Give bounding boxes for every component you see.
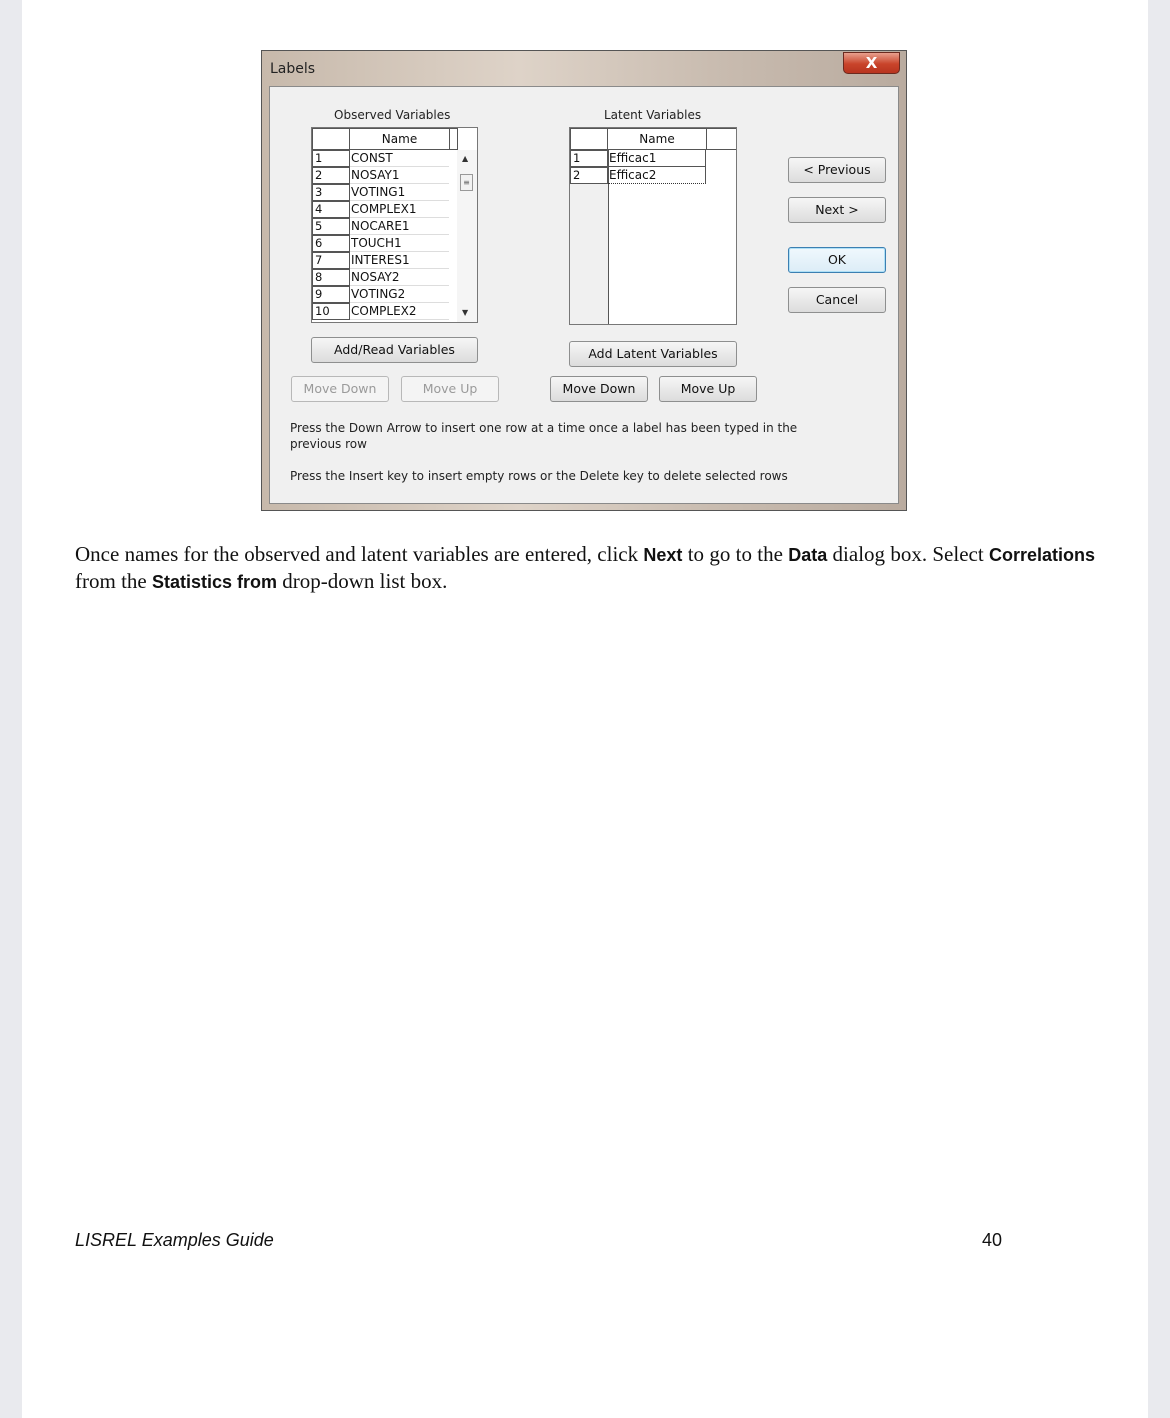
previous-button[interactable]: < Previous bbox=[788, 157, 886, 183]
footer-title: LISREL Examples Guide bbox=[75, 1230, 274, 1250]
variable-name-cell[interactable]: INTERES1 bbox=[350, 252, 449, 269]
name-column-header[interactable]: Name bbox=[607, 128, 707, 150]
row-number[interactable]: 4 bbox=[312, 201, 350, 218]
add-latent-variables-button[interactable]: Add Latent Variables bbox=[569, 341, 737, 367]
scroll-thumb[interactable]: ≡ bbox=[460, 174, 473, 191]
close-icon: X bbox=[865, 54, 878, 72]
variable-name-cell[interactable]: COMPLEX1 bbox=[350, 201, 449, 218]
variable-name-cell[interactable]: COMPLEX2 bbox=[350, 303, 449, 320]
latent-variables-grid[interactable] bbox=[569, 127, 737, 325]
page-number: 40 bbox=[982, 1230, 1003, 1250]
row-number[interactable]: 5 bbox=[312, 218, 350, 235]
scroll-up-icon[interactable]: ▲ bbox=[462, 154, 469, 163]
observed-move-up-button[interactable]: Move Up bbox=[401, 376, 499, 402]
title-bar[interactable] bbox=[262, 51, 906, 87]
variable-name-cell[interactable]: CONST bbox=[350, 150, 449, 167]
variable-name-cell[interactable]: Efficac1 bbox=[608, 150, 706, 167]
row-number[interactable]: 6 bbox=[312, 235, 350, 252]
ok-button[interactable]: OK bbox=[788, 247, 886, 273]
hint-insert-row: Press the Down Arrow to insert one row at a time once a label has been typed in the previous row bbox=[290, 421, 798, 451]
variable-name-cell[interactable]: VOTING2 bbox=[350, 286, 449, 303]
variable-name-cell[interactable]: NOCARE1 bbox=[350, 218, 449, 235]
next-keyword: Next bbox=[643, 545, 683, 565]
para-text-5: drop-down list box. bbox=[282, 569, 448, 593]
dialog-title: Labels bbox=[270, 61, 316, 77]
close-button[interactable] bbox=[843, 52, 900, 74]
body-paragraph bbox=[75, 541, 1095, 595]
data-keyword: Data bbox=[788, 545, 828, 565]
latent-move-up-button[interactable]: Move Up bbox=[659, 376, 757, 402]
para-text-1: Once names for the observed and latent variables are entered, click bbox=[75, 542, 639, 566]
row-number[interactable]: 3 bbox=[312, 184, 350, 201]
para-text-4: from the bbox=[75, 569, 147, 593]
observed-variables-grid[interactable] bbox=[311, 127, 478, 323]
row-number[interactable]: 2 bbox=[570, 167, 608, 184]
row-number[interactable]: 1 bbox=[312, 150, 350, 167]
cancel-button[interactable]: Cancel bbox=[788, 287, 886, 313]
variable-name-cell[interactable]: Efficac2 bbox=[608, 167, 706, 184]
variable-name-cell[interactable]: TOUCH1 bbox=[350, 235, 449, 252]
variable-name-cell[interactable]: NOSAY2 bbox=[350, 269, 449, 286]
variable-name-cell[interactable]: NOSAY1 bbox=[350, 167, 449, 184]
row-number[interactable]: 1 bbox=[570, 150, 608, 167]
hint-insert-delete: Press the Insert key to insert empty rows or the Delete key to delete selected rows bbox=[290, 469, 788, 483]
latent-move-down-button[interactable]: Move Down bbox=[550, 376, 648, 402]
row-number-header bbox=[312, 128, 350, 150]
scroll-down-icon[interactable]: ▼ bbox=[462, 308, 469, 317]
row-number[interactable]: 8 bbox=[312, 269, 350, 286]
statistics-from-keyword: Statistics from bbox=[151, 572, 278, 592]
name-column-header[interactable]: Name bbox=[349, 128, 450, 150]
observed-move-down-button[interactable]: Move Down bbox=[291, 376, 389, 402]
row-number[interactable]: 2 bbox=[312, 167, 350, 184]
para-text-2: to go to the bbox=[687, 542, 783, 566]
grid-header-end bbox=[706, 128, 737, 150]
labels-dialog bbox=[261, 50, 907, 511]
next-button[interactable]: Next > bbox=[788, 197, 886, 223]
observed-variables-heading: Observed Variables bbox=[334, 108, 451, 122]
correlations-keyword: Correlations bbox=[988, 545, 1096, 565]
row-number[interactable]: 9 bbox=[312, 286, 350, 303]
observed-scrollbar[interactable] bbox=[457, 150, 477, 322]
row-number-header bbox=[570, 128, 608, 150]
para-text-3: dialog box. Select bbox=[832, 542, 984, 566]
row-number[interactable]: 10 bbox=[312, 303, 350, 320]
dialog-client bbox=[269, 86, 899, 504]
row-number[interactable]: 7 bbox=[312, 252, 350, 269]
add-read-variables-button[interactable]: Add/Read Variables bbox=[311, 337, 478, 363]
grid-header-end bbox=[449, 128, 458, 150]
variable-name-cell[interactable]: VOTING1 bbox=[350, 184, 449, 201]
latent-variables-heading: Latent Variables bbox=[604, 108, 702, 122]
